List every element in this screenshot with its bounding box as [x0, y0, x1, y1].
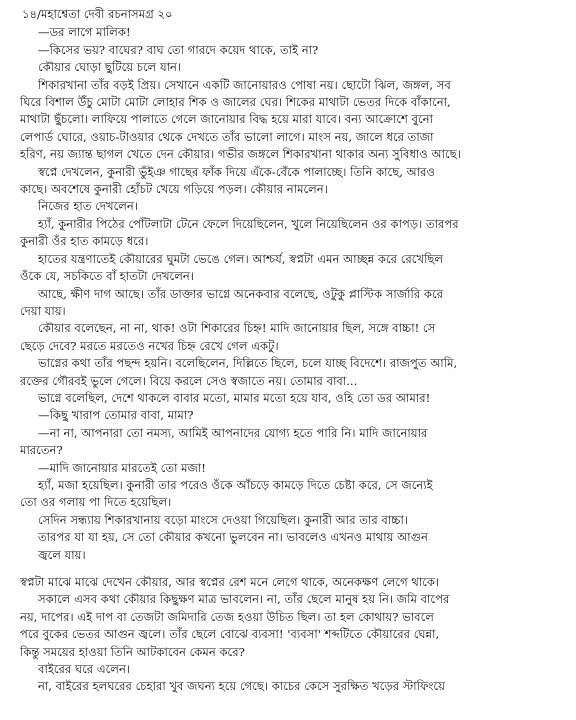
- text-line: আছে, ক্ষীণ দাগ আছে। তাঁর ডাক্তার ভাগ্নে অনেকবার বলেছে, ওটুকু প্লাস্টিক সার্জারি করে: [38, 286, 444, 301]
- text-line: —ডর লাগে মালিক!: [38, 25, 131, 40]
- text-line: কৌয়ার ঘোড়া ছুটিয়ে চলে যান।: [38, 60, 182, 75]
- text-line: রক্তের গৌরবই ভুলে গেলে। বিয়ে করলে সেও স্বজাতে নয়। তোমার বাবা...: [20, 373, 358, 388]
- text-line: দেয়া যায়।: [20, 303, 66, 318]
- text-line: নিজের হাত দেখলেন।: [38, 199, 138, 214]
- text-line: স্বপ্নে দেখলেন, কুনারী ভুঁইঞ গাছের ফাঁক দিয়ে এঁকে-বেঁকে পালাচ্ছে। তিনি কাছে, আরও: [38, 164, 436, 179]
- text-line: মাথাটা ছুঁচলো। লাফিয়ে পালাতে গেলে জানোয়ার বিদ্ধ হয়ে মারা যাবে। বন্য আক্রোশে বুনো: [20, 112, 433, 127]
- text-line: —কিসের ভয়? বাঘের? বাঘ তো গারদে কয়েদ থাকে, তাই না?: [38, 42, 319, 57]
- text-line: —কিছু খারাপ তোমার বাবা, মামা?: [38, 408, 194, 423]
- text-line: হ্যাঁ, কুনারীর পিঠের পোঁটলাটা টেনে ফেলে দিয়েছিলেন, খুলে নিয়েছিলেন ওর কাপড়। তারপর: [38, 216, 459, 231]
- text-block-1: [20, 24, 556, 564]
- text-line: লেপার্ড ঘোরে, ওয়াচ-টাওয়ার থেকে দেখতে তাঁর ভালো লাগে। মাংস নয়, জালে ধরে তাজা: [20, 129, 434, 144]
- text-line: হরিণ, নয় জ্যান্ত ছাগল খেতে দেন কৌয়ার। গভীর জঙ্গলে শিকারখানা থাকার অন্য সুবিধাও আছে।: [20, 147, 461, 162]
- text-line: না, বাইরের হলঘরের চেহারা খুব জঘন্য হয়ে গেছে। কাচের কেসে সুরক্ষিত খড়ের স্টাফিংয়ে: [38, 679, 445, 694]
- text-line: কৌয়ার বলেছেন, না না, থাক! ওটা শিকারের চিহ্ন! মাদি জানোয়ার ছিল, সঙ্গে বাচ্চা! সে: [38, 321, 436, 336]
- text-line: পরে বুকের ভেতর আগুন জ্বলে। তাঁর ছেলে বোঝে ব্যবসা! 'ব্যবসা' শব্দটিতে কৌয়ারের ঘেন্না,: [20, 627, 440, 642]
- text-line: নয়, দাপের। এই দাপ বা তেজটা জমিদারি তেজ হওয়া উচিত ছিল। তা হল কোথায়? ভাবলে: [20, 609, 434, 624]
- section-break: [20, 564, 556, 574]
- running-header: ১৪/মহাশ্বেতা দেবী রচনাসমগ্র ২০: [22, 7, 173, 21]
- text-line: মারতেন?: [20, 443, 63, 458]
- text-line: ভাগ্নের কথা তাঁর পছন্দ হয়নি। বলেছিলেন, দিল্লিতে ছিলে, চলে যাচ্ছ বিদেশে। রাজপুত আমি,: [38, 356, 458, 371]
- text-line: তো ওর গলায় পা দিতে হয়েছিল।: [20, 495, 172, 510]
- text-line: —মাদি জানোয়ার মারতেই তো মজা!: [38, 460, 206, 475]
- text-line: ভাগ্নে বলেছিল, দেশে থাকলে বাবার মতো, মামার মতো হয়ে যাব, ওহি তো ডর আমার!: [38, 390, 431, 405]
- text-line: জ্বলে যায়।: [38, 547, 86, 562]
- text-line: তারপর যা যা হয়, সে তো কৌয়ার কখনো ভুলবেন না। ভাবলেও এখনও মাথায় আগুন: [38, 530, 428, 545]
- text-line: কিন্তু সময়ের হাওয়া তিনি আটকাবেন কেমন করে?: [20, 644, 245, 659]
- text-line: ঘিরে বিশাল উঁচু মোটা মোটা লোহার শিক ও জালের ঘের। শিকের মাথাটা ভেতর দিকে বাঁকানো,: [20, 95, 451, 110]
- text-line: সেদিন সন্ধ্যায় শিকারখানায় বড়ো মাংসে দেওয়া গিয়েছিল। কুনারী আর তার বাচ্চা।: [38, 512, 409, 527]
- text-line: হ্যাঁ, মজা হয়েছিল। কুনারী তার পরেও ওঁকে আঁচড়ে কামড়ে দিতে চেষ্টা করে, সে জন্যেই: [38, 477, 433, 492]
- text-line: সকালে এসব কথা কৌয়ার কিছুক্ষণ মাত্র ভাবলেন। না, তাঁর ছেলে মানুষ হয় নি। জমি বাপের: [38, 592, 450, 607]
- text-line: কাছে। অবশেষে কুনারী হোঁচট খেয়ে গড়িয়ে পড়ল। কৌয়ার নামলেন।: [20, 182, 328, 197]
- text-line: কুনারী ওঁর হাত কামড়ে ধরে।: [20, 234, 149, 249]
- text-line: শিকারখানা তাঁর বড়ই প্রিয়। সেখানে একটি জানোয়ারও পোষা নয়। ছোটো ঝিল, জঙ্গল, সব: [38, 77, 451, 92]
- text-line: —না না, আপনারা তো নমস্য, আমিই আপনাদের যোগ্য হতে পারি নি। মাদি জানোয়ার: [38, 425, 428, 440]
- text-line: ছেড়ে দেবে? মরতে মরতেও নখের চিহ্ন রেখে গেল একটু।: [20, 338, 279, 353]
- text-line: স্বপ্নটা মাঝে মাঝে দেখেন কৌয়ার, আর স্বপ্নের রেশ মনে লেগে থাকে, অনেকক্ষণ লেগে থাকে।: [20, 575, 440, 589]
- text-line: বাইরের ঘরে এলেন।: [38, 662, 131, 677]
- text-line: হাতের যন্ত্রণাতেই কৌয়ারের ঘুমটা ভেঙে গেল। আশ্চর্য, স্বপ্নটা এমন আচ্ছন্ন করে রেখেছিল: [38, 251, 444, 266]
- text-block-2: [20, 574, 556, 696]
- text-line: ওঁকে যে, সচকিতে বাঁ হাতটা দেখলেন।: [20, 269, 194, 284]
